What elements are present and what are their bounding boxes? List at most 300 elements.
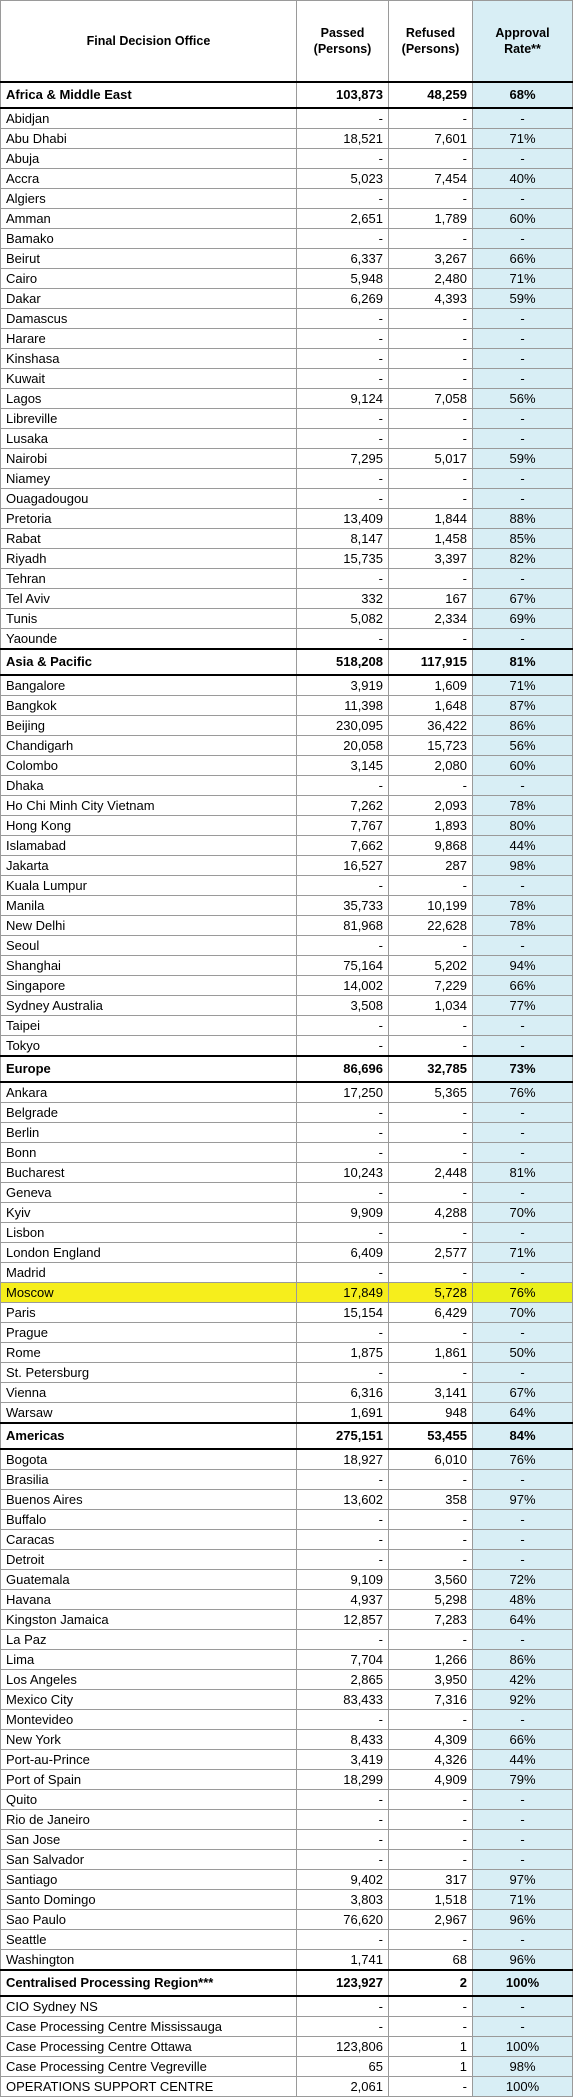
- approval-rate-cell[interactable]: 79%: [473, 1770, 573, 1790]
- refused-cell[interactable]: 7,229: [389, 976, 473, 996]
- office-cell[interactable]: London England: [1, 1243, 297, 1263]
- office-cell[interactable]: Bangalore: [1, 675, 297, 696]
- approval-rate-cell[interactable]: -: [473, 149, 573, 169]
- refused-cell[interactable]: -: [389, 1930, 473, 1950]
- refused-cell[interactable]: 1,266: [389, 1650, 473, 1670]
- office-cell[interactable]: Kyiv: [1, 1203, 297, 1223]
- passed-cell[interactable]: 9,124: [297, 389, 389, 409]
- passed-cell[interactable]: 3,919: [297, 675, 389, 696]
- refused-cell[interactable]: -: [389, 1036, 473, 1057]
- refused-cell[interactable]: -: [389, 776, 473, 796]
- refused-cell[interactable]: -: [389, 936, 473, 956]
- refused-cell[interactable]: 2,967: [389, 1910, 473, 1930]
- approval-rate-cell[interactable]: 96%: [473, 1910, 573, 1930]
- passed-cell[interactable]: -: [297, 1183, 389, 1203]
- approval-rate-cell[interactable]: 67%: [473, 589, 573, 609]
- office-cell[interactable]: Bamako: [1, 229, 297, 249]
- office-cell[interactable]: Buffalo: [1, 1510, 297, 1530]
- refused-cell[interactable]: 287: [389, 856, 473, 876]
- refused-cell[interactable]: 53,455: [389, 1423, 473, 1449]
- passed-cell[interactable]: 15,735: [297, 549, 389, 569]
- refused-cell[interactable]: 3,141: [389, 1383, 473, 1403]
- office-cell[interactable]: Tokyo: [1, 1036, 297, 1057]
- office-cell[interactable]: Warsaw: [1, 1403, 297, 1424]
- approval-rate-cell[interactable]: 94%: [473, 956, 573, 976]
- passed-cell[interactable]: -: [297, 876, 389, 896]
- approval-rate-cell[interactable]: 70%: [473, 1203, 573, 1223]
- approval-rate-cell[interactable]: -: [473, 2017, 573, 2037]
- refused-cell[interactable]: 2: [389, 1970, 473, 1996]
- approval-rate-cell[interactable]: 44%: [473, 1750, 573, 1770]
- passed-cell[interactable]: -: [297, 1103, 389, 1123]
- passed-cell[interactable]: 275,151: [297, 1423, 389, 1449]
- refused-cell[interactable]: 5,017: [389, 449, 473, 469]
- refused-cell[interactable]: 6,429: [389, 1303, 473, 1323]
- refused-cell[interactable]: 5,365: [389, 1082, 473, 1103]
- refused-cell[interactable]: 1,648: [389, 696, 473, 716]
- office-cell[interactable]: Accra: [1, 169, 297, 189]
- passed-cell[interactable]: -: [297, 1036, 389, 1057]
- refused-cell[interactable]: 7,283: [389, 1610, 473, 1630]
- passed-cell[interactable]: 83,433: [297, 1690, 389, 1710]
- passed-cell[interactable]: -: [297, 1930, 389, 1950]
- passed-cell[interactable]: 13,409: [297, 509, 389, 529]
- passed-cell[interactable]: -: [297, 569, 389, 589]
- approval-rate-cell[interactable]: -: [473, 1550, 573, 1570]
- approval-rate-cell[interactable]: 88%: [473, 509, 573, 529]
- passed-cell[interactable]: 35,733: [297, 896, 389, 916]
- office-cell[interactable]: Lagos: [1, 389, 297, 409]
- passed-cell[interactable]: -: [297, 469, 389, 489]
- refused-cell[interactable]: -: [389, 569, 473, 589]
- passed-cell[interactable]: -: [297, 108, 389, 129]
- office-cell[interactable]: Rabat: [1, 529, 297, 549]
- approval-rate-cell[interactable]: -: [473, 1123, 573, 1143]
- passed-cell[interactable]: 4,937: [297, 1590, 389, 1610]
- refused-cell[interactable]: -: [389, 2017, 473, 2037]
- approval-rate-cell[interactable]: -: [473, 309, 573, 329]
- refused-cell[interactable]: 117,915: [389, 649, 473, 675]
- passed-cell[interactable]: -: [297, 1510, 389, 1530]
- office-cell[interactable]: Tel Aviv: [1, 589, 297, 609]
- approval-rate-cell[interactable]: -: [473, 1930, 573, 1950]
- passed-cell[interactable]: -: [297, 1790, 389, 1810]
- passed-cell[interactable]: -: [297, 1830, 389, 1850]
- office-cell[interactable]: Sao Paulo: [1, 1910, 297, 1930]
- passed-cell[interactable]: 7,704: [297, 1650, 389, 1670]
- approval-rate-cell[interactable]: 98%: [473, 856, 573, 876]
- approval-rate-cell[interactable]: -: [473, 1363, 573, 1383]
- office-cell[interactable]: Montevideo: [1, 1710, 297, 1730]
- approval-rate-cell[interactable]: 71%: [473, 1890, 573, 1910]
- refused-cell[interactable]: 4,909: [389, 1770, 473, 1790]
- office-cell[interactable]: Case Processing Centre Ottawa: [1, 2037, 297, 2057]
- approval-rate-cell[interactable]: 71%: [473, 675, 573, 696]
- passed-cell[interactable]: -: [297, 2017, 389, 2037]
- passed-cell[interactable]: 10,243: [297, 1163, 389, 1183]
- passed-cell[interactable]: 17,849: [297, 1283, 389, 1303]
- refused-cell[interactable]: 358: [389, 1490, 473, 1510]
- office-cell[interactable]: CIO Sydney NS: [1, 1996, 297, 2017]
- refused-cell[interactable]: -: [389, 629, 473, 650]
- refused-cell[interactable]: 2,093: [389, 796, 473, 816]
- refused-cell[interactable]: 3,950: [389, 1670, 473, 1690]
- refused-cell[interactable]: -: [389, 309, 473, 329]
- refused-cell[interactable]: 4,309: [389, 1730, 473, 1750]
- passed-cell[interactable]: -: [297, 369, 389, 389]
- office-cell[interactable]: Abidjan: [1, 108, 297, 129]
- office-cell[interactable]: Manila: [1, 896, 297, 916]
- passed-cell[interactable]: -: [297, 429, 389, 449]
- passed-cell[interactable]: -: [297, 1363, 389, 1383]
- passed-cell[interactable]: -: [297, 409, 389, 429]
- refused-cell[interactable]: 7,058: [389, 389, 473, 409]
- office-cell[interactable]: New York: [1, 1730, 297, 1750]
- refused-cell[interactable]: -: [389, 1363, 473, 1383]
- approval-rate-cell[interactable]: 44%: [473, 836, 573, 856]
- refused-cell[interactable]: 15,723: [389, 736, 473, 756]
- refused-cell[interactable]: -: [389, 1323, 473, 1343]
- passed-cell[interactable]: 6,337: [297, 249, 389, 269]
- office-cell[interactable]: Moscow: [1, 1283, 297, 1303]
- office-cell[interactable]: Bangkok: [1, 696, 297, 716]
- approval-rate-cell[interactable]: 85%: [473, 529, 573, 549]
- approval-rate-cell[interactable]: 100%: [473, 2077, 573, 2097]
- passed-cell[interactable]: 3,419: [297, 1750, 389, 1770]
- approval-rate-cell[interactable]: 86%: [473, 716, 573, 736]
- approval-rate-cell[interactable]: -: [473, 469, 573, 489]
- approval-rate-cell[interactable]: 81%: [473, 1163, 573, 1183]
- passed-cell[interactable]: -: [297, 1710, 389, 1730]
- office-cell[interactable]: Detroit: [1, 1550, 297, 1570]
- office-cell[interactable]: Chandigarh: [1, 736, 297, 756]
- passed-cell[interactable]: 18,927: [297, 1449, 389, 1470]
- refused-cell[interactable]: -: [389, 1183, 473, 1203]
- passed-cell[interactable]: 5,082: [297, 609, 389, 629]
- refused-cell[interactable]: -: [389, 1103, 473, 1123]
- office-cell[interactable]: Belgrade: [1, 1103, 297, 1123]
- approval-rate-cell[interactable]: -: [473, 329, 573, 349]
- refused-cell[interactable]: -: [389, 1530, 473, 1550]
- office-cell[interactable]: Algiers: [1, 189, 297, 209]
- office-cell[interactable]: Madrid: [1, 1263, 297, 1283]
- refused-cell[interactable]: 22,628: [389, 916, 473, 936]
- office-cell[interactable]: Nairobi: [1, 449, 297, 469]
- approval-rate-cell[interactable]: 84%: [473, 1423, 573, 1449]
- refused-cell[interactable]: 1,789: [389, 209, 473, 229]
- refused-cell[interactable]: 2,448: [389, 1163, 473, 1183]
- approval-rate-cell[interactable]: -: [473, 1323, 573, 1343]
- refused-cell[interactable]: -: [389, 149, 473, 169]
- office-cell[interactable]: Riyadh: [1, 549, 297, 569]
- office-cell[interactable]: Americas: [1, 1423, 297, 1449]
- passed-cell[interactable]: -: [297, 1016, 389, 1036]
- office-cell[interactable]: Bonn: [1, 1143, 297, 1163]
- refused-cell[interactable]: -: [389, 229, 473, 249]
- passed-cell[interactable]: -: [297, 309, 389, 329]
- refused-cell[interactable]: -: [389, 1263, 473, 1283]
- approval-rate-cell[interactable]: 68%: [473, 82, 573, 108]
- passed-cell[interactable]: 123,806: [297, 2037, 389, 2057]
- approval-rate-cell[interactable]: 64%: [473, 1610, 573, 1630]
- header-office[interactable]: Final Decision Office: [1, 1, 297, 83]
- office-cell[interactable]: Santo Domingo: [1, 1890, 297, 1910]
- office-cell[interactable]: Seoul: [1, 936, 297, 956]
- passed-cell[interactable]: 14,002: [297, 976, 389, 996]
- approval-rate-cell[interactable]: 40%: [473, 169, 573, 189]
- approval-rate-cell[interactable]: -: [473, 1710, 573, 1730]
- refused-cell[interactable]: 4,326: [389, 1750, 473, 1770]
- approval-rate-cell[interactable]: -: [473, 569, 573, 589]
- passed-cell[interactable]: -: [297, 1630, 389, 1650]
- refused-cell[interactable]: -: [389, 1630, 473, 1650]
- refused-cell[interactable]: 7,316: [389, 1690, 473, 1710]
- approval-rate-cell[interactable]: -: [473, 409, 573, 429]
- approval-rate-cell[interactable]: -: [473, 1143, 573, 1163]
- passed-cell[interactable]: 6,316: [297, 1383, 389, 1403]
- office-cell[interactable]: Rome: [1, 1343, 297, 1363]
- passed-cell[interactable]: 7,662: [297, 836, 389, 856]
- approval-rate-cell[interactable]: -: [473, 936, 573, 956]
- refused-cell[interactable]: 3,560: [389, 1570, 473, 1590]
- office-cell[interactable]: Vienna: [1, 1383, 297, 1403]
- refused-cell[interactable]: -: [389, 876, 473, 896]
- passed-cell[interactable]: -: [297, 1470, 389, 1490]
- refused-cell[interactable]: 5,728: [389, 1283, 473, 1303]
- approval-rate-cell[interactable]: -: [473, 108, 573, 129]
- approval-rate-cell[interactable]: 67%: [473, 1383, 573, 1403]
- approval-rate-cell[interactable]: 69%: [473, 609, 573, 629]
- approval-rate-cell[interactable]: -: [473, 1510, 573, 1530]
- refused-cell[interactable]: -: [389, 1510, 473, 1530]
- approval-rate-cell[interactable]: 42%: [473, 1670, 573, 1690]
- approval-rate-cell[interactable]: 60%: [473, 209, 573, 229]
- passed-cell[interactable]: -: [297, 229, 389, 249]
- approval-rate-cell[interactable]: 78%: [473, 796, 573, 816]
- approval-rate-cell[interactable]: 72%: [473, 1570, 573, 1590]
- approval-rate-cell[interactable]: 56%: [473, 389, 573, 409]
- refused-cell[interactable]: 6,010: [389, 1449, 473, 1470]
- office-cell[interactable]: San Jose: [1, 1830, 297, 1850]
- passed-cell[interactable]: 9,109: [297, 1570, 389, 1590]
- office-cell[interactable]: Havana: [1, 1590, 297, 1610]
- office-cell[interactable]: St. Petersburg: [1, 1363, 297, 1383]
- office-cell[interactable]: Kuala Lumpur: [1, 876, 297, 896]
- refused-cell[interactable]: -: [389, 1810, 473, 1830]
- passed-cell[interactable]: -: [297, 189, 389, 209]
- refused-cell[interactable]: -: [389, 329, 473, 349]
- passed-cell[interactable]: 2,061: [297, 2077, 389, 2097]
- passed-cell[interactable]: 103,873: [297, 82, 389, 108]
- refused-cell[interactable]: 2,080: [389, 756, 473, 776]
- approval-rate-cell[interactable]: -: [473, 429, 573, 449]
- refused-cell[interactable]: 1: [389, 2057, 473, 2077]
- office-cell[interactable]: Taipei: [1, 1016, 297, 1036]
- office-cell[interactable]: Santiago: [1, 1870, 297, 1890]
- refused-cell[interactable]: -: [389, 1550, 473, 1570]
- office-cell[interactable]: Port of Spain: [1, 1770, 297, 1790]
- passed-cell[interactable]: 7,262: [297, 796, 389, 816]
- approval-rate-cell[interactable]: 71%: [473, 1243, 573, 1263]
- office-cell[interactable]: Quito: [1, 1790, 297, 1810]
- refused-cell[interactable]: 1,609: [389, 675, 473, 696]
- refused-cell[interactable]: -: [389, 1850, 473, 1870]
- passed-cell[interactable]: -: [297, 629, 389, 650]
- passed-cell[interactable]: -: [297, 776, 389, 796]
- refused-cell[interactable]: 2,334: [389, 609, 473, 629]
- refused-cell[interactable]: -: [389, 2077, 473, 2097]
- header-refused[interactable]: Refused (Persons): [389, 1, 473, 83]
- passed-cell[interactable]: 123,927: [297, 1970, 389, 1996]
- approval-rate-cell[interactable]: 96%: [473, 1950, 573, 1971]
- approval-rate-cell[interactable]: 59%: [473, 289, 573, 309]
- office-cell[interactable]: Bogota: [1, 1449, 297, 1470]
- passed-cell[interactable]: 1,741: [297, 1950, 389, 1971]
- approval-rate-cell[interactable]: -: [473, 1183, 573, 1203]
- approval-rate-cell[interactable]: 87%: [473, 696, 573, 716]
- approval-rate-cell[interactable]: -: [473, 1263, 573, 1283]
- approval-rate-cell[interactable]: 50%: [473, 1343, 573, 1363]
- office-cell[interactable]: Tehran: [1, 569, 297, 589]
- office-cell[interactable]: Brasilia: [1, 1470, 297, 1490]
- office-cell[interactable]: Centralised Processing Region***: [1, 1970, 297, 1996]
- approval-rate-cell[interactable]: 70%: [473, 1303, 573, 1323]
- approval-rate-cell[interactable]: 71%: [473, 129, 573, 149]
- approval-rate-cell[interactable]: 86%: [473, 1650, 573, 1670]
- office-cell[interactable]: OPERATIONS SUPPORT CENTRE: [1, 2077, 297, 2097]
- passed-cell[interactable]: 332: [297, 589, 389, 609]
- refused-cell[interactable]: 68: [389, 1950, 473, 1971]
- passed-cell[interactable]: -: [297, 1123, 389, 1143]
- approval-rate-cell[interactable]: -: [473, 1996, 573, 2017]
- office-cell[interactable]: Singapore: [1, 976, 297, 996]
- approval-rate-cell[interactable]: 66%: [473, 249, 573, 269]
- refused-cell[interactable]: 7,454: [389, 169, 473, 189]
- refused-cell[interactable]: -: [389, 469, 473, 489]
- passed-cell[interactable]: 6,409: [297, 1243, 389, 1263]
- office-cell[interactable]: La Paz: [1, 1630, 297, 1650]
- passed-cell[interactable]: 8,433: [297, 1730, 389, 1750]
- passed-cell[interactable]: 13,602: [297, 1490, 389, 1510]
- office-cell[interactable]: Hong Kong: [1, 816, 297, 836]
- refused-cell[interactable]: 1,458: [389, 529, 473, 549]
- refused-cell[interactable]: 1,034: [389, 996, 473, 1016]
- approval-rate-cell[interactable]: -: [473, 189, 573, 209]
- passed-cell[interactable]: 75,164: [297, 956, 389, 976]
- passed-cell[interactable]: 2,651: [297, 209, 389, 229]
- office-cell[interactable]: Tunis: [1, 609, 297, 629]
- office-cell[interactable]: Berlin: [1, 1123, 297, 1143]
- refused-cell[interactable]: -: [389, 369, 473, 389]
- office-cell[interactable]: Africa & Middle East: [1, 82, 297, 108]
- office-cell[interactable]: Buenos Aires: [1, 1490, 297, 1510]
- refused-cell[interactable]: 317: [389, 1870, 473, 1890]
- office-cell[interactable]: Lisbon: [1, 1223, 297, 1243]
- approval-rate-cell[interactable]: 92%: [473, 1690, 573, 1710]
- passed-cell[interactable]: 9,402: [297, 1870, 389, 1890]
- office-cell[interactable]: Case Processing Centre Vegreville: [1, 2057, 297, 2077]
- refused-cell[interactable]: 2,480: [389, 269, 473, 289]
- office-cell[interactable]: Kinshasa: [1, 349, 297, 369]
- approval-rate-cell[interactable]: -: [473, 1810, 573, 1830]
- passed-cell[interactable]: -: [297, 1850, 389, 1870]
- refused-cell[interactable]: 9,868: [389, 836, 473, 856]
- header-passed[interactable]: Passed (Persons): [297, 1, 389, 83]
- office-cell[interactable]: Kingston Jamaica: [1, 1610, 297, 1630]
- refused-cell[interactable]: 3,397: [389, 549, 473, 569]
- passed-cell[interactable]: -: [297, 149, 389, 169]
- approval-rate-cell[interactable]: 98%: [473, 2057, 573, 2077]
- approval-rate-cell[interactable]: -: [473, 876, 573, 896]
- passed-cell[interactable]: 18,299: [297, 1770, 389, 1790]
- office-cell[interactable]: Asia & Pacific: [1, 649, 297, 675]
- approval-rate-cell[interactable]: 76%: [473, 1283, 573, 1303]
- passed-cell[interactable]: -: [297, 936, 389, 956]
- refused-cell[interactable]: 4,393: [389, 289, 473, 309]
- passed-cell[interactable]: 8,147: [297, 529, 389, 549]
- approval-rate-cell[interactable]: -: [473, 1850, 573, 1870]
- approval-rate-cell[interactable]: -: [473, 1830, 573, 1850]
- passed-cell[interactable]: 65: [297, 2057, 389, 2077]
- approval-rate-cell[interactable]: 76%: [473, 1449, 573, 1470]
- office-cell[interactable]: Damascus: [1, 309, 297, 329]
- office-cell[interactable]: Kuwait: [1, 369, 297, 389]
- office-cell[interactable]: Libreville: [1, 409, 297, 429]
- refused-cell[interactable]: -: [389, 1143, 473, 1163]
- passed-cell[interactable]: 7,295: [297, 449, 389, 469]
- office-cell[interactable]: Dhaka: [1, 776, 297, 796]
- office-cell[interactable]: Port-au-Prince: [1, 1750, 297, 1770]
- passed-cell[interactable]: -: [297, 1530, 389, 1550]
- approval-rate-cell[interactable]: -: [473, 369, 573, 389]
- approval-rate-cell[interactable]: -: [473, 1103, 573, 1123]
- approval-rate-cell[interactable]: 56%: [473, 736, 573, 756]
- refused-cell[interactable]: 10,199: [389, 896, 473, 916]
- passed-cell[interactable]: 230,095: [297, 716, 389, 736]
- passed-cell[interactable]: 3,145: [297, 756, 389, 776]
- approval-rate-cell[interactable]: 100%: [473, 1970, 573, 1996]
- refused-cell[interactable]: 36,422: [389, 716, 473, 736]
- approval-rate-cell[interactable]: -: [473, 776, 573, 796]
- approval-rate-cell[interactable]: 64%: [473, 1403, 573, 1424]
- passed-cell[interactable]: 11,398: [297, 696, 389, 716]
- passed-cell[interactable]: 16,527: [297, 856, 389, 876]
- refused-cell[interactable]: 32,785: [389, 1056, 473, 1082]
- refused-cell[interactable]: 7,601: [389, 129, 473, 149]
- refused-cell[interactable]: 5,298: [389, 1590, 473, 1610]
- office-cell[interactable]: Lusaka: [1, 429, 297, 449]
- refused-cell[interactable]: -: [389, 1790, 473, 1810]
- approval-rate-cell[interactable]: -: [473, 349, 573, 369]
- passed-cell[interactable]: 3,508: [297, 996, 389, 1016]
- passed-cell[interactable]: -: [297, 349, 389, 369]
- approval-rate-cell[interactable]: -: [473, 1630, 573, 1650]
- office-cell[interactable]: Cairo: [1, 269, 297, 289]
- office-cell[interactable]: Yaounde: [1, 629, 297, 650]
- passed-cell[interactable]: 76,620: [297, 1910, 389, 1930]
- passed-cell[interactable]: 20,058: [297, 736, 389, 756]
- approval-rate-cell[interactable]: 66%: [473, 1730, 573, 1750]
- refused-cell[interactable]: 167: [389, 589, 473, 609]
- office-cell[interactable]: Paris: [1, 1303, 297, 1323]
- refused-cell[interactable]: 5,202: [389, 956, 473, 976]
- office-cell[interactable]: Jakarta: [1, 856, 297, 876]
- approval-rate-cell[interactable]: 81%: [473, 649, 573, 675]
- passed-cell[interactable]: 5,023: [297, 169, 389, 189]
- office-cell[interactable]: Beijing: [1, 716, 297, 736]
- office-cell[interactable]: Beirut: [1, 249, 297, 269]
- refused-cell[interactable]: 1,844: [389, 509, 473, 529]
